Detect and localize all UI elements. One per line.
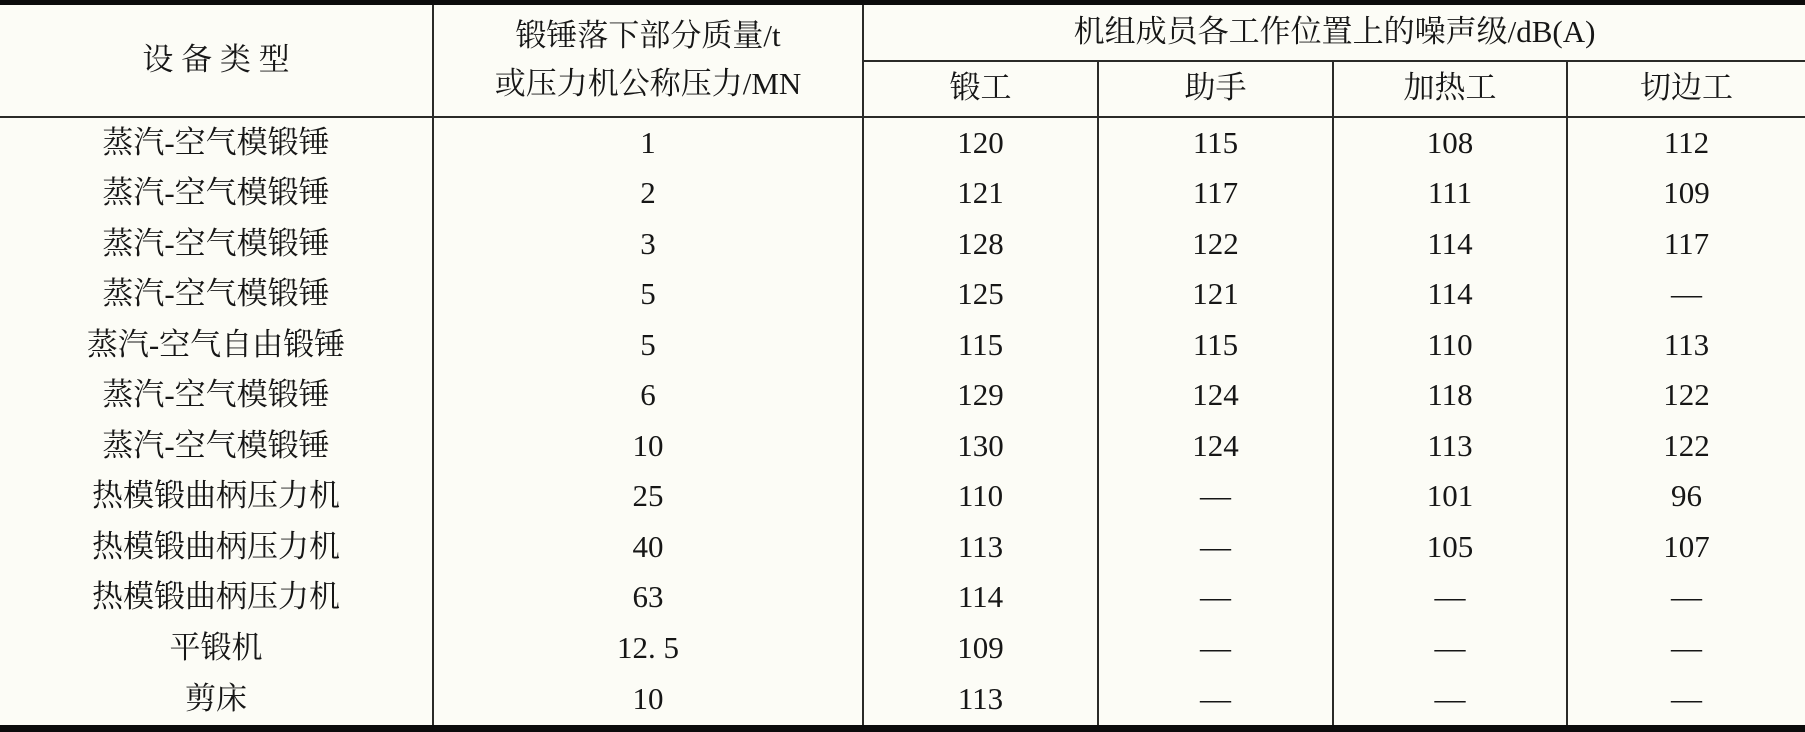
cell-device: 蒸汽-空气模锻锤 (102, 276, 330, 312)
header-row-top (0, 3, 1805, 61)
table-row (0, 320, 1805, 371)
cell-assistant: — (1098, 673, 1333, 728)
header-mass-pressure (433, 3, 863, 117)
cell-mass: 10 (433, 421, 863, 472)
cell-heater: 114 (1333, 269, 1567, 320)
cell-trimmer: 96 (1567, 471, 1805, 522)
table-row (0, 421, 1805, 472)
cell-trimmer: 112 (1567, 117, 1805, 169)
cell-assistant: 124 (1098, 421, 1333, 472)
cell-device: 蒸汽-空气自由锻锤 (86, 326, 346, 362)
cell-heater: — (1333, 572, 1567, 623)
cell-trimmer: 117 (1567, 219, 1805, 270)
cell-heater: 108 (1333, 117, 1567, 169)
cell-assistant: 115 (1098, 320, 1333, 371)
table-row (0, 168, 1805, 219)
cell-trimmer: 122 (1567, 421, 1805, 472)
header-device-type: 设 备 类 型 (0, 3, 433, 117)
cell-assistant: — (1098, 623, 1333, 674)
header-forger: 锻工 (863, 61, 1098, 117)
cell-heater: 113 (1333, 421, 1567, 472)
cell-trimmer: — (1567, 269, 1805, 320)
cell-device: 蒸汽-空气模锻锤 (102, 377, 330, 413)
cell-heater: — (1333, 673, 1567, 728)
cell-mass: 5 (433, 320, 863, 371)
cell-forger: 113 (863, 673, 1098, 728)
cell-heater: 111 (1333, 168, 1567, 219)
cell-trimmer: — (1567, 673, 1805, 728)
cell-assistant: 122 (1098, 219, 1333, 270)
cell-forger: 130 (863, 421, 1098, 472)
cell-forger: 110 (863, 471, 1098, 522)
cell-heater: 118 (1333, 370, 1567, 421)
cell-assistant: 115 (1098, 117, 1333, 169)
table-row (0, 219, 1805, 270)
cell-assistant: 117 (1098, 168, 1333, 219)
cell-mass: 25 (433, 471, 863, 522)
cell-trimmer: 109 (1567, 168, 1805, 219)
header-heater: 加热工 (1333, 61, 1567, 117)
table-row (0, 673, 1805, 728)
cell-heater: — (1333, 623, 1567, 674)
cell-heater: 114 (1333, 219, 1567, 270)
cell-forger: 109 (863, 623, 1098, 674)
header-mass-line2: 或压力机公称压力/MN (494, 66, 802, 102)
table-row (0, 117, 1805, 169)
cell-device: 热模锻曲柄压力机 (92, 579, 340, 615)
cell-device: 蒸汽-空气模锻锤 (102, 225, 330, 261)
header-noise-group: 机组成员各工作位置上的噪声级/dB(A) (863, 3, 1805, 61)
cell-mass: 3 (433, 219, 863, 270)
cell-mass: 10 (433, 673, 863, 728)
cell-forger: 125 (863, 269, 1098, 320)
cell-mass: 40 (433, 522, 863, 573)
cell-device: 蒸汽-空气模锻锤 (102, 175, 330, 211)
cell-trimmer: 113 (1567, 320, 1805, 371)
cell-forger: 121 (863, 168, 1098, 219)
cell-heater: 105 (1333, 522, 1567, 573)
cell-mass: 63 (433, 572, 863, 623)
cell-heater: 110 (1333, 320, 1567, 371)
cell-forger: 128 (863, 219, 1098, 270)
table-row (0, 370, 1805, 421)
cell-assistant: — (1098, 572, 1333, 623)
cell-mass: 6 (433, 370, 863, 421)
cell-forger: 129 (863, 370, 1098, 421)
table-row (0, 572, 1805, 623)
table-row (0, 269, 1805, 320)
cell-device: 平锻机 (169, 629, 263, 665)
header-assistant: 助手 (1098, 61, 1333, 117)
cell-trimmer: 122 (1567, 370, 1805, 421)
cell-device: 热模锻曲柄压力机 (92, 478, 340, 514)
cell-forger: 113 (863, 522, 1098, 573)
cell-mass: 1 (433, 117, 863, 169)
table-row (0, 471, 1805, 522)
cell-heater: 101 (1333, 471, 1567, 522)
cell-trimmer: — (1567, 572, 1805, 623)
cell-forger: 115 (863, 320, 1098, 371)
cell-assistant: — (1098, 522, 1333, 573)
cell-mass: 5 (433, 269, 863, 320)
cell-assistant: — (1098, 471, 1333, 522)
cell-device: 蒸汽-空气模锻锤 (102, 427, 330, 463)
cell-device: 热模锻曲柄压力机 (92, 528, 340, 564)
cell-trimmer: 107 (1567, 522, 1805, 573)
cell-device: 剪床 (185, 680, 247, 716)
cell-assistant: 121 (1098, 269, 1333, 320)
cell-forger: 114 (863, 572, 1098, 623)
cell-device: 蒸汽-空气模锻锤 (102, 124, 330, 160)
cell-mass: 12. 5 (433, 623, 863, 674)
cell-mass: 2 (433, 168, 863, 219)
cell-assistant: 124 (1098, 370, 1333, 421)
header-mass-line1: 锻锤落下部分质量/t (515, 18, 781, 54)
table-row (0, 623, 1805, 674)
cell-trimmer: — (1567, 623, 1805, 674)
header-trimmer: 切边工 (1567, 61, 1805, 117)
table-row (0, 522, 1805, 573)
cell-forger: 120 (863, 117, 1098, 169)
